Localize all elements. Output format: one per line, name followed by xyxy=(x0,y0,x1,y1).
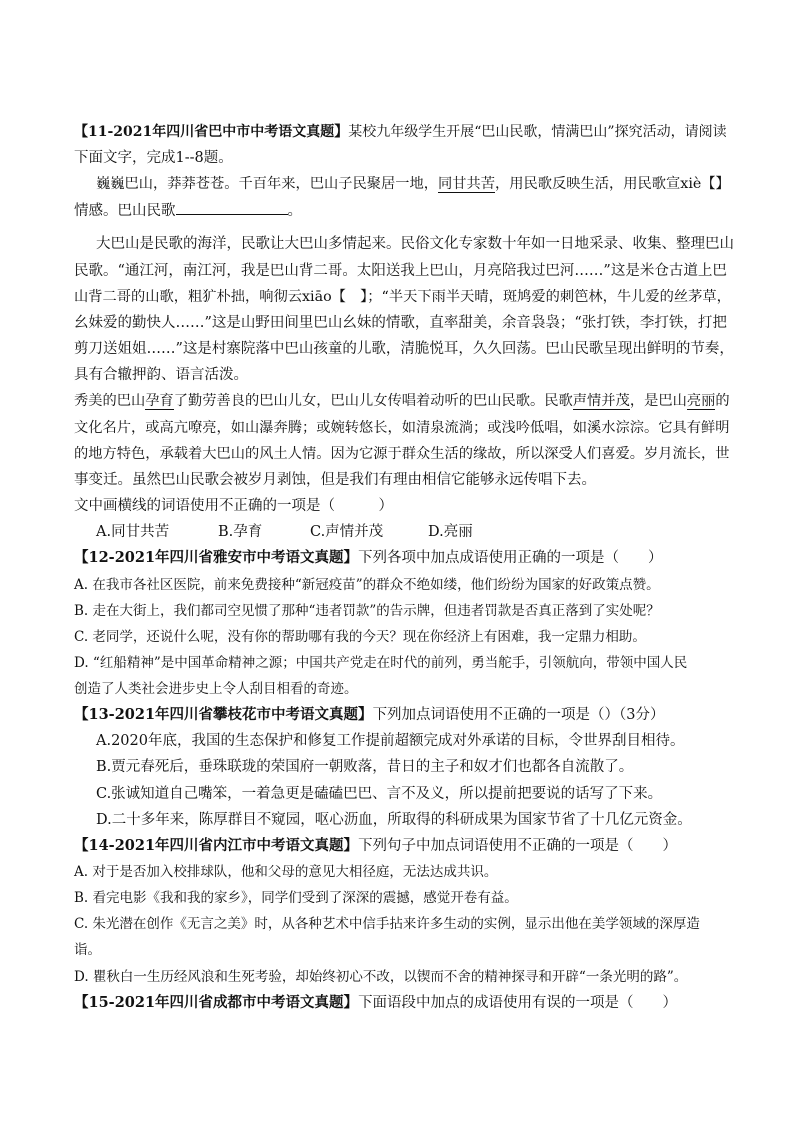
q11-underlined-phrase: 孕育 xyxy=(145,393,174,409)
q11-p2-line1: 大巴山是民歌的海洋，民歌让大巴山多情起来。民俗文化专家数十年如一日地采录、收集、整理巴山 xyxy=(96,236,734,252)
q11-p1-line1: 巍巍巴山，莽莽苍苍。千百年来，巴山子民聚居一地，同甘共苦，用民歌反映生活，用民歌宣xiè【】 xyxy=(96,176,730,192)
q11-p1-line2: 情感。巴山民歌 。 xyxy=(74,200,302,221)
q12-option-a: A. 在我市各社区医院，前来免费接种“新冠疫苗”的群众不绝如缕，他们纷纷为国家的好政策点赞。 xyxy=(74,577,660,593)
q13-tag: 【13-2021年四川省攀枝花市中考语文真题】 xyxy=(74,706,373,723)
q15-header: 【15-2021年四川省成都市中考语文真题】下面语段中加点的成语使用有误的一项是（ ） xyxy=(74,994,678,1011)
q14-tag: 【14-2021年四川省内江市中考语文真题】 xyxy=(74,837,359,854)
q13-header: 【13-2021年四川省攀枝花市中考语文真题】下列加点词语使用不正确的一项是（）（3分） xyxy=(74,706,665,723)
q11-underlined-phrase: 同甘共苦 xyxy=(438,176,496,192)
q11-p2-line2: 民歌。“通江河，南江河，我是巴山背二哥。太阳送我上巴山，月亮陪我过巴河……”这是米仓古道上巴 xyxy=(74,263,727,279)
q14-option-c-line2: 诣。 xyxy=(74,942,101,958)
q11-p3-line2: 文化名片，或高亢嘹亮，如山瀑奔腾；或婉转悠长，如清泉流淌；或浅吟低唱，如溪水淙淙。它具有鲜明 xyxy=(74,420,730,436)
q11-p2-line4: 幺妹爱的勤快人……”这是山野田间里巴山幺妹的情歌，直率甜美，余音袅袅；“张打铁，李打铁，打把 xyxy=(74,315,727,331)
q14-option-b: B. 看完电影《我和我的家乡》，同学们受到了深深的震撼，感觉开卷有益。 xyxy=(74,890,518,906)
q11-option-b: B.孕育 xyxy=(218,524,263,540)
q13-option-d: D.二十多年来，陈厚群目不窥园，呕心沥血，所取得的科研成果为国家节省了十几亿元资金。 xyxy=(96,812,692,828)
q11-p3-line4: 事变迁。虽然巴山民歌会被岁月剥蚀，但是我们有理由相信它能够永远传唱下去。 xyxy=(74,472,596,488)
q11-intro-line2: 下面文字，完成1--8题。 xyxy=(74,150,233,166)
q11-p3-line3: 的地方特色，承载着大巴山的风土人情。因为它源于群众生活的缘故，所以深受人们喜爱。岁月流长，世 xyxy=(74,446,730,462)
q11-option-d: D.亮丽 xyxy=(428,524,473,540)
q11-intro-line1: 【11-2021年四川省巴中市中考语文真题】某校九年级学生开展“巴山民歌，情满巴山”探究活动，请阅读 xyxy=(74,124,727,140)
q12-header: 【12-2021年四川省雅安市中考语文真题】下列各项中加点成语使用正确的一项是（ ） xyxy=(74,549,663,566)
q12-option-d-line1: D. “红船精神”是中国革命精神之源；中国共产党走在时代的前列，勇当舵手，引领航向，带领中国人民 xyxy=(74,655,688,671)
q11-underlined-phrase: 声情并茂 xyxy=(572,393,630,409)
q14-option-c-line1: C. 朱光潜在创作《无言之美》时，从各种艺术中信手拈来许多生动的实例，显示出他在美学领域的深厚造 xyxy=(74,916,700,932)
q11-p2-line6: 具有合辙押韵、语言活泼。 xyxy=(74,367,248,383)
q11-p2-line3: 山背二哥的山歌，粗犷朴拙，响彻云xiāo【 】；“半天下雨半天晴，斑鸠爱的刺笆林，牛儿爱的丝茅草， xyxy=(74,289,731,305)
q12-tag: 【12-2021年四川省雅安市中考语文真题】 xyxy=(74,549,359,566)
fill-in-blank xyxy=(176,200,288,215)
q11-tag: 【11-2021年四川省巴中市中考语文真题】 xyxy=(74,124,349,140)
q11-underlined-phrase: 亮丽 xyxy=(686,393,716,409)
q11-option-a: A.同甘共苦 xyxy=(96,524,170,540)
q13-option-a: A.2020年底，我国的生态保护和修复工作提前超额完成对外承诺的目标，令世界刮目相待。 xyxy=(96,733,685,749)
q12-option-b: B. 走在大街上，我们都司空见惯了那种“违者罚款”的告示牌，但违者罚款是否真正落到了实处呢？ xyxy=(74,603,660,619)
q15-tag: 【15-2021年四川省成都市中考语文真题】 xyxy=(74,994,359,1011)
q14-header: 【14-2021年四川省内江市中考语文真题】下列句子中加点词语使用不正确的一项是（ ） xyxy=(74,837,678,854)
q13-option-c: C.张诚知道自己嘴笨，一着急更是磕磕巴巴、言不及义，所以提前把要说的话写了下来。 xyxy=(96,786,663,802)
q11-option-c: C.声情并茂 xyxy=(310,524,384,540)
q11-p2-line5: 剪刀送姐姐……”这是村寨院落中巴山孩童的儿歌，清脆悦耳，久久回荡。巴山民歌呈现出鲜明的节奏， xyxy=(74,341,734,357)
q13-option-b: B.贾元春死后，垂珠联珑的荣国府一朝败落，昔日的主子和奴才们也都各自流散了。 xyxy=(96,759,634,775)
q11-p3-line1: 秀美的巴山孕育了勤劳善良的巴山儿女，巴山儿女传唱着动听的巴山民歌。民歌声情并茂，是巴山亮丽的 xyxy=(74,393,730,409)
q14-option-d: D. 瞿秋白一生历经风浪和生死考验，却始终初心不改，以锲而不舍的精神探寻和开辟“一条光明的路”。 xyxy=(74,969,688,985)
q12-option-d-line2: 创造了人类社会进步史上令人刮目相看的奇迹。 xyxy=(74,681,358,697)
q11-question: 文中画横线的词语使用不正确的一项是（ ） xyxy=(74,498,393,514)
q12-option-c: C. 老同学，还说什么呢，没有你的帮助哪有我的今天？现在你经济上有困难，我一定鼎力相助。 xyxy=(74,629,646,645)
q14-option-a: A. 对于是否加入校排球队，他和父母的意见大相径庭，无法达成共识。 xyxy=(74,864,498,880)
